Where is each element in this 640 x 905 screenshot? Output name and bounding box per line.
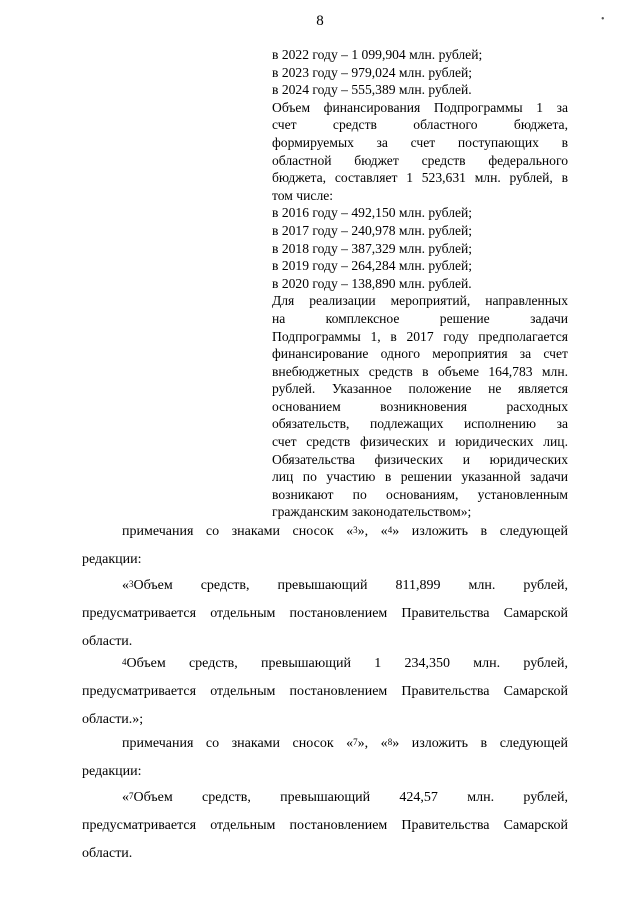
note-line: примечания со знаками сносок «$^3$», «$^4$» изложить в следующей: [122, 524, 568, 539]
column-line: Для реализации мероприятий, направленных: [272, 293, 568, 309]
column-line: рублей. Указанное положение не является: [272, 381, 568, 397]
column-line: Подпрограммы 1, в 2017 году предполагается: [272, 328, 568, 344]
footnote-line: предусматривается отдельным постановлением Правительства Самарской: [82, 606, 568, 621]
column-line: Обязательства физических и юридических: [272, 451, 568, 467]
column-line: бюджета, составляет 1 523,631 млн. рублей, в: [272, 170, 568, 186]
column-line: в 2023 году – 979,024 млн. рублей;: [272, 64, 473, 80]
note-paragraph: [82, 730, 568, 786]
column-line: формируемых за счет поступающих в: [272, 134, 568, 150]
column-line: счет средств областного бюджета,: [272, 117, 568, 133]
year-line: в 2019 году – 264,284 млн. рублей;: [272, 258, 473, 274]
column-line: в 2024 году – 555,389 млн. рублей.: [272, 82, 472, 98]
page-number: 8: [316, 13, 324, 29]
note-line: редакции:: [82, 552, 142, 567]
year-line: в 2018 году – 387,329 млн. рублей;: [272, 240, 473, 256]
footnote-7: [82, 784, 568, 868]
column-line: основанием возникновения расходных: [272, 398, 568, 414]
column-line: обязательств, подлежащих исполнению за: [272, 416, 568, 432]
year-line: в 2020 году – 138,890 млн. рублей.: [272, 275, 472, 291]
column-line: счет средств физических и юридических лиц.: [272, 434, 568, 450]
column-line: в 2022 году – 1 099,904 млн. рублей;: [272, 47, 483, 62]
year-line: в 2017 году – 240,978 млн. рублей;: [272, 222, 473, 238]
column-line: внебюджетных средств в объеме 164,783 млн.: [272, 363, 568, 379]
column-line: на комплексное решение задачи: [272, 310, 568, 326]
footnote-line: $^4$Объем средств, превышающий 1 234,350 млн. рублей,: [122, 656, 568, 671]
footnote-line: предусматривается отдельным постановлением Правительства Самарской: [82, 684, 568, 699]
footnote-line: «$^7$Объем средств, превышающий 424,57 млн. рублей,: [122, 790, 568, 805]
note-paragraph: [82, 518, 568, 574]
column-line: гражданским законодательством»;: [272, 504, 472, 520]
column-line: возникают по основаниям, установленным: [272, 486, 568, 502]
column-line: лиц по участию в решении указанной задачи: [272, 469, 568, 485]
footnote-4: [82, 650, 568, 734]
footnote-line: области.»;: [82, 712, 144, 727]
note-line: редакции:: [82, 764, 142, 779]
column-line: Объем финансирования Подпрограммы 1 за: [272, 99, 568, 115]
column-line: областной бюджет средств федерального: [272, 152, 568, 168]
column-line: том числе:: [272, 187, 334, 203]
column-line: финансирование одного мероприятия за счет: [272, 346, 568, 362]
footnote-line: предусматривается отдельным постановлением Правительства Самарской: [82, 818, 568, 833]
footnote-line: области.: [82, 634, 133, 649]
note-line: примечания со знаками сносок «$^7$», «$^8$» изложить в следующей: [122, 736, 568, 751]
footnote-line: области.: [82, 846, 133, 861]
year-line: в 2016 году – 492,150 млн. рублей;: [272, 205, 473, 221]
scan-mark: •: [601, 14, 605, 25]
footnote-3: [82, 572, 568, 656]
financing-column: [272, 46, 568, 521]
footnote-line: «$^3$Объем средств, превышающий 811,899 млн. рублей,: [122, 578, 568, 593]
